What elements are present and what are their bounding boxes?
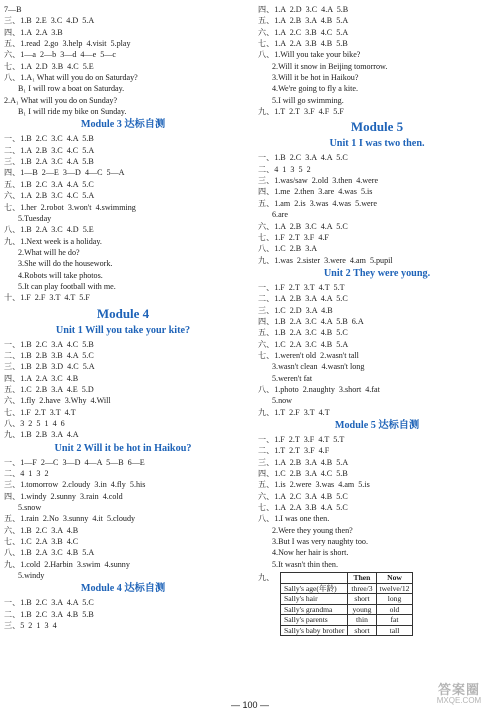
page-number: — 100 — bbox=[230, 700, 270, 710]
answer-line: 5.Tuesday bbox=[18, 213, 52, 223]
table-row bbox=[281, 583, 413, 594]
answer-line: 一、1.F 2.T 3.T 4.T 5.T bbox=[258, 282, 345, 292]
table-cell: tall bbox=[376, 625, 413, 636]
answer-line: 3.But I was very naughty too. bbox=[272, 537, 368, 547]
answer-table-label: 九、 bbox=[258, 573, 275, 583]
table-cell: Sally's grandma bbox=[281, 604, 348, 615]
answer-line: 5.It wasn't thin then. bbox=[272, 559, 338, 569]
answer-line: 二、4 1 3 2 bbox=[4, 469, 49, 479]
answer-line: B₁ I will ride my bike on Sunday. bbox=[18, 107, 127, 117]
answer-line: 三、1.B 2.B 3.D 4.C 5.A bbox=[4, 362, 95, 372]
answer-line: 三、1.B 2.E 3.C 4.D 5.A bbox=[4, 16, 95, 26]
answer-line: 6.are bbox=[272, 210, 288, 220]
answer-line: 八、1.B 2.A 3.C 4.D 5.E bbox=[4, 225, 94, 235]
section-heading: Unit 2 Will it be hot in Haikou? bbox=[54, 442, 192, 454]
answer-line: 三、1.was/saw 2.old 3.then 4.were bbox=[258, 176, 379, 186]
table-row bbox=[281, 615, 413, 626]
table-cell: short bbox=[348, 625, 376, 636]
answer-line: 七、1.her 2.robot 3.won't 4.swimming bbox=[4, 202, 136, 212]
answer-line: 二、1.T 2.T 3.F 4.F bbox=[258, 446, 330, 456]
answer-line: 六、1.A 2.B 3.C 4.C 5.A bbox=[4, 191, 95, 201]
answer-line: 一、1.B 2.C 3.A 4.A 5.C bbox=[4, 598, 94, 608]
table-cell: Sally's hair bbox=[281, 594, 348, 605]
answer-line: 十、1.F 2.F 3.T 4.T 5.F bbox=[4, 293, 90, 303]
answer-line: 八、1.I was one then. bbox=[258, 514, 330, 524]
answer-line: 七、1.A 2.D 3.B 4.C 5.E bbox=[4, 61, 94, 71]
section-heading: Unit 1 Will you take your kite? bbox=[55, 324, 191, 336]
answer-line: 七、1.weren't old 2.wasn't tall bbox=[258, 350, 359, 360]
answer-line: 六、1.A 2.C 3.B 4.C 5.A bbox=[258, 27, 349, 37]
answer-line: 九、1.cold 2.Harbin 3.swim 4.sunny bbox=[4, 559, 130, 569]
table-cell: three/3 bbox=[348, 583, 376, 594]
answer-line: 九、1.B 2.B 3.A 4.A bbox=[4, 430, 79, 440]
answer-line: 九、1.T 2.F 3.T 4.T bbox=[258, 407, 330, 417]
answer-line: 五、1.C 2.B 3.A 4.E 5.D bbox=[4, 384, 94, 394]
left-answer-column bbox=[4, 4, 242, 632]
answer-line: 七、1.C 2.A 3.B 4.C bbox=[4, 537, 79, 547]
answer-line: 五、1.am 2.is 3.was 4.was 5.were bbox=[258, 198, 377, 208]
table-header-cell bbox=[281, 573, 348, 584]
answer-line: 三、1.tomorrow 2.cloudy 3.in 4.fly 5.his bbox=[4, 480, 146, 490]
table-cell: long bbox=[376, 594, 413, 605]
answer-line: 5.now bbox=[272, 396, 293, 406]
section-heading: Unit 2 They were young. bbox=[323, 267, 431, 279]
answer-line: 7—B bbox=[4, 5, 22, 14]
answer-line: 七、1.F 2.T 3.T 4.T bbox=[4, 407, 76, 417]
answer-line: 2.A₁ What will you do on Sunday? bbox=[4, 95, 118, 105]
answer-line: B₁ I will row a boat on Saturday. bbox=[18, 84, 125, 94]
module-title: Module 5 bbox=[350, 119, 404, 135]
answer-line: 八、1.A₁ What will you do on Saturday? bbox=[4, 73, 138, 83]
answer-line: 六、1.A 2.B 3.C 4.A 5.C bbox=[258, 221, 348, 231]
answer-line: 六、1.C 2.A 3.C 4.B 5.A bbox=[258, 339, 349, 349]
answer-line: 九、1.Next week is a holiday. bbox=[4, 236, 102, 246]
answer-line: 4.Now her hair is short. bbox=[272, 548, 349, 558]
section-heading: Module 5 达标自测 bbox=[334, 420, 420, 431]
right-answer-column bbox=[258, 4, 496, 642]
answer-line: 4.We're going to fly a kite. bbox=[272, 84, 358, 94]
answer-line: 六、1.A 2.C 3.A 4.B 5.C bbox=[258, 491, 348, 501]
answer-line: 4.Robots will take photos. bbox=[18, 270, 103, 280]
answer-line: 一、1.F 2.T 3.F 4.T 5.T bbox=[258, 435, 345, 444]
answer-line: 5.I will go swimming. bbox=[272, 95, 344, 105]
table-cell: Sally's age(年龄) bbox=[281, 583, 348, 594]
table-cell: twelve/12 bbox=[376, 583, 413, 594]
answer-line: 三、1.B 2.A 3.C 4.A 5.B bbox=[4, 157, 94, 167]
section-heading: Module 3 达标自测 bbox=[80, 119, 166, 131]
answer-line: 3.Will it be hot in Haikou? bbox=[272, 73, 359, 83]
watermark-main: 答案圈 bbox=[437, 682, 480, 697]
section-heading: Module 4 达标自测 bbox=[80, 583, 166, 595]
answer-line: 五、1.B 2.A 3.C 4.B 5.C bbox=[258, 328, 348, 338]
watermark-sub: MXQE.COM bbox=[436, 696, 482, 705]
answer-line: 八、1.B 2.A 3.C 4.B 5.A bbox=[4, 548, 95, 558]
answer-line: 八、1.Will you take your bike? bbox=[258, 50, 361, 60]
answer-line: 九、1.T 2.T 3.F 4.F 5.F bbox=[258, 107, 344, 117]
answer-table-block bbox=[258, 570, 496, 642]
answer-line: 三、1.C 2.D 3.A 4.B bbox=[258, 305, 333, 315]
answer-line: 一、1.B 2.C 3.A 4.C 5.B bbox=[4, 339, 94, 349]
table-row bbox=[281, 625, 413, 636]
answer-line: 一、1.B 2.C 3.C 4.A 5.B bbox=[4, 134, 94, 144]
answer-line: 5.snow bbox=[18, 503, 42, 513]
answer-line: 五、1.read 2.go 3.help 4.visit 5.play bbox=[4, 39, 131, 49]
answer-line: 八、1.photo 2.naughty 3.short 4.fat bbox=[258, 384, 380, 394]
answer-line: 七、1.A 2.A 3.B 4.A 5.C bbox=[258, 503, 348, 513]
answer-line: 四、1.windy 2.sunny 3.rain 4.cold bbox=[4, 491, 123, 501]
answer-line: 五、1.rain 2.No 3.sunny 4.it 5.cloudy bbox=[4, 514, 136, 524]
answer-line: 三、5 2 1 3 4 bbox=[4, 621, 57, 631]
answer-table bbox=[280, 572, 413, 636]
answer-line: 二、1.B 2.C 3.A 4.B 5.B bbox=[4, 609, 94, 619]
answer-line: 四、1.C 2.B 3.A 4.C 5.B bbox=[258, 469, 348, 479]
answer-line: 二、1.A 2.B 3.C 4.C 5.A bbox=[4, 145, 95, 155]
answer-line: 六、1.B 2.C 3.A 4.B bbox=[4, 525, 79, 535]
table-header-cell: Now bbox=[376, 573, 413, 584]
answer-line: 3.She will do the housework. bbox=[18, 259, 113, 269]
table-row bbox=[281, 604, 413, 615]
answer-line: 3.wasn't clean 4.wasn't long bbox=[272, 362, 365, 372]
section-heading: Unit 1 I was two then. bbox=[329, 138, 425, 150]
table-cell: short bbox=[348, 594, 376, 605]
table-cell: Sally's parents bbox=[281, 615, 348, 626]
table-cell: fat bbox=[376, 615, 413, 626]
answer-line: 五、1.B 2.C 3.A 4.A 5.C bbox=[4, 179, 94, 189]
table-header-row bbox=[281, 573, 413, 584]
answer-line: 四、1.A 2.A 3.C 4.B bbox=[4, 373, 79, 383]
answer-line: 2.Were they young then? bbox=[272, 525, 353, 535]
table-cell: old bbox=[376, 604, 413, 615]
module-title: Module 4 bbox=[96, 305, 150, 321]
answer-line: 八、1.C 2.B 3.A bbox=[258, 244, 318, 254]
table-row bbox=[281, 594, 413, 605]
answer-line: 四、1—B 2—E 3—D 4—C 5—A bbox=[4, 168, 125, 178]
answer-line: 四、1.A 2.A 3.B bbox=[4, 27, 63, 37]
answer-line: 六、1.fly 2.have 3.Why 4.Will bbox=[4, 396, 111, 406]
answer-line: 六、1—a 2—b 3—d 4—e 5—c bbox=[4, 50, 116, 60]
table-cell: Sally's baby brother bbox=[281, 625, 348, 636]
answer-line: 二、1.A 2.B 3.A 4.A 5.C bbox=[258, 294, 348, 304]
table-header-cell: Then bbox=[348, 573, 376, 584]
answer-line: 5.weren't fat bbox=[272, 373, 313, 383]
answer-line: 2.Will it snow in Beijing tomorrow. bbox=[272, 61, 388, 71]
answer-line: 五、1.A 2.B 3.A 4.B 5.A bbox=[258, 16, 349, 26]
table-cell: thin bbox=[348, 615, 376, 626]
answer-line: 二、1.B 2.B 3.B 4.A 5.C bbox=[4, 350, 94, 360]
answer-line: 二、4 1 3 5 2 bbox=[258, 164, 311, 174]
answer-line: 5.windy bbox=[18, 571, 45, 581]
answer-line: 5.It can play football with me. bbox=[18, 281, 116, 291]
answer-line: 2.What will he do? bbox=[18, 247, 80, 257]
answer-line: 五、1.is 2.were 3.was 4.am 5.is bbox=[258, 480, 370, 490]
answer-line: 一、1.B 2.C 3.A 4.A 5.C bbox=[258, 153, 348, 163]
answer-line: 一、1—F 2—C 3—D 4—A 5—B 6—E bbox=[4, 457, 145, 467]
answer-line: 四、1.me 2.then 3.are 4.was 5.is bbox=[258, 187, 373, 197]
answer-line: 七、1.F 2.T 3.F 4.F bbox=[258, 232, 329, 242]
answer-line: 七、1.A 2.A 3.B 4.B 5.B bbox=[258, 39, 348, 49]
answer-line: 三、1.A 2.B 3.A 4.B 5.A bbox=[258, 457, 349, 467]
table-cell: young bbox=[348, 604, 376, 615]
answer-line: 四、1.B 2.A 3.C 4.A 5.B 6.A bbox=[258, 316, 364, 326]
answer-line: 四、1.A 2.D 3.C 4.A 5.B bbox=[258, 5, 349, 14]
answer-line: 八、3 2 5 1 4 6 bbox=[4, 419, 65, 428]
site-watermark bbox=[424, 684, 494, 710]
answer-line: 九、1.was 2.sister 3.were 4.am 5.pupil bbox=[258, 255, 393, 265]
